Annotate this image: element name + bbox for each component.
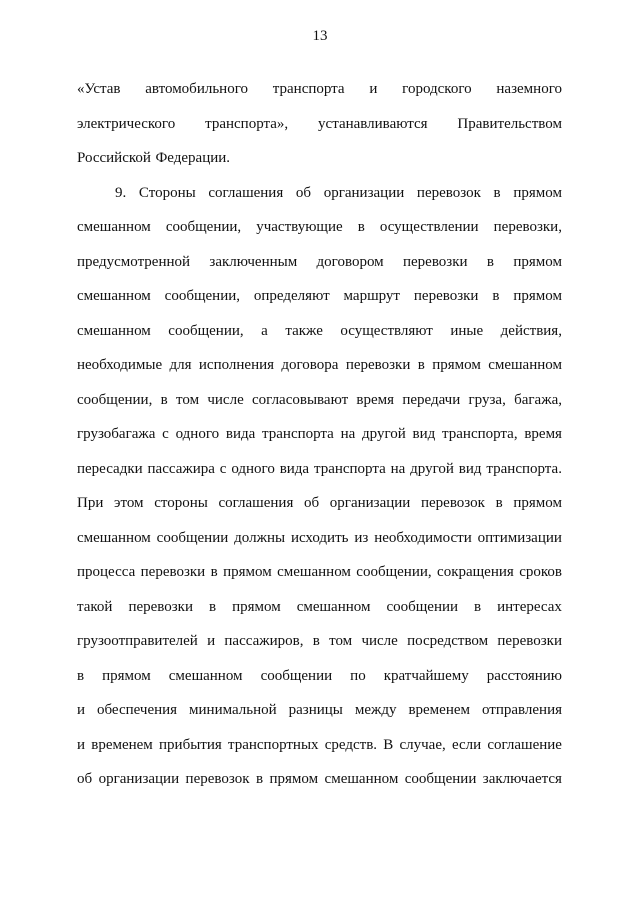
text-line — [77, 493, 562, 528]
word: сообщении, — [356, 564, 432, 580]
text-line — [77, 528, 562, 563]
word: соглашения — [218, 495, 294, 511]
word: числе — [361, 633, 398, 649]
word: том — [176, 391, 200, 408]
word: Российской — [77, 150, 151, 166]
word: смешанном — [77, 529, 151, 546]
word: смешанном — [77, 288, 151, 304]
word: пересадки — [77, 460, 143, 477]
word: вид — [458, 460, 482, 477]
word: перевозки — [128, 598, 194, 615]
page-number: 13 — [312, 28, 328, 44]
word: Федерации. — [155, 150, 231, 166]
word: в — [255, 771, 264, 787]
word: перевозки — [497, 633, 562, 649]
word: должны — [234, 529, 286, 546]
word: в — [312, 633, 320, 649]
word: прямом — [102, 667, 151, 684]
word: перевозки — [402, 253, 468, 270]
text-line — [77, 114, 562, 149]
word: соглашения — [208, 184, 284, 201]
word: процесса — [77, 564, 136, 580]
word: в — [209, 598, 217, 615]
word: осуществлении — [379, 219, 479, 235]
text-line — [77, 355, 562, 390]
word: и — [77, 736, 86, 753]
word: определяют — [253, 288, 330, 304]
word: прямом — [513, 495, 562, 511]
word: смешанном — [77, 219, 151, 235]
word: в — [160, 391, 168, 408]
word: смешанном — [168, 667, 243, 684]
word: в — [492, 288, 500, 304]
word: том — [329, 633, 353, 649]
word: сообщении, — [77, 391, 153, 408]
word: обеспечения — [96, 702, 178, 718]
word: посредством — [407, 633, 489, 649]
word: смешанном — [324, 771, 399, 787]
word: интересах — [497, 598, 562, 615]
word: Правительством — [457, 115, 562, 132]
word: такой — [77, 598, 113, 615]
word: оптимизации — [477, 529, 562, 546]
word: транспортных — [227, 736, 319, 753]
word: перевозок — [185, 771, 250, 787]
word: устанавливаются — [318, 115, 428, 132]
word: а — [261, 322, 268, 339]
word: случае, — [399, 736, 446, 753]
text-line — [77, 321, 562, 356]
word: договора — [281, 357, 339, 373]
word: и — [369, 81, 378, 97]
word: одного — [231, 460, 275, 477]
word: вида — [225, 426, 256, 442]
word: груза, — [468, 391, 506, 408]
word: сообщении — [386, 598, 459, 615]
word: средств. — [324, 736, 378, 753]
word: перевозок — [416, 184, 481, 201]
word: При — [77, 495, 104, 511]
word: транспорта», — [205, 115, 289, 132]
word: прямом — [513, 288, 562, 304]
word: об — [295, 184, 312, 201]
word: в — [493, 184, 501, 201]
text-line — [77, 424, 562, 459]
word: в — [474, 598, 482, 615]
word: смешанном — [488, 357, 562, 373]
word: действия, — [500, 322, 562, 339]
word: сокращения — [437, 564, 514, 580]
text-line — [77, 390, 562, 425]
word: в — [210, 564, 218, 580]
word: перевозки — [345, 357, 411, 373]
word: вида — [279, 460, 310, 477]
word: прямом — [513, 253, 562, 270]
text-line — [77, 562, 562, 597]
word: другой — [410, 460, 454, 477]
word: временем — [91, 736, 153, 753]
text-line — [77, 217, 562, 252]
word: смешанном — [296, 598, 371, 615]
word: передачи — [402, 391, 461, 408]
word: в — [417, 357, 425, 373]
word: вид — [412, 426, 436, 442]
text-line — [77, 666, 562, 701]
word: сообщении — [260, 667, 333, 684]
word: перевозки, — [493, 219, 562, 235]
word: с — [162, 426, 169, 442]
word: на — [340, 426, 356, 442]
text-line — [77, 148, 562, 183]
word: исполнения — [198, 357, 275, 373]
word: заключенным — [209, 253, 298, 270]
word: в — [495, 495, 503, 511]
word: иные — [450, 322, 484, 339]
word: организации — [98, 771, 180, 787]
word: транспорта. — [486, 460, 562, 477]
word: транспорта, — [442, 426, 518, 442]
word: организации — [329, 495, 411, 511]
word: для — [169, 357, 192, 373]
word: из — [354, 529, 369, 546]
word: смешанном — [277, 564, 351, 580]
word: в — [357, 219, 365, 235]
word: участвующие — [256, 219, 343, 235]
word: грузобагажа — [77, 426, 156, 442]
word: числе — [207, 391, 244, 408]
word: предусмотренной — [77, 253, 191, 270]
word: Стороны — [138, 184, 196, 201]
word: сообщении — [404, 771, 477, 787]
word: время — [524, 426, 562, 442]
word: и — [77, 702, 86, 718]
word: с — [219, 460, 227, 477]
word: разницы — [288, 702, 343, 718]
word: сроков — [519, 564, 562, 580]
word: между — [354, 702, 397, 718]
word: транспорта — [272, 81, 345, 97]
text-line — [77, 735, 562, 770]
word: организации — [323, 184, 405, 201]
word: перевозки — [413, 288, 479, 304]
word: отправления — [481, 702, 562, 718]
word: грузоотправителей — [77, 633, 198, 649]
word: прямом — [269, 771, 319, 787]
word: городского — [402, 81, 472, 97]
word: сообщении, — [164, 288, 241, 304]
word: прибытия — [159, 736, 222, 753]
word: время — [356, 391, 395, 408]
word: об — [304, 495, 320, 511]
word: в — [77, 667, 85, 684]
text-line — [77, 597, 562, 632]
word: и — [207, 633, 216, 649]
text-line — [77, 183, 562, 218]
text-line — [77, 286, 562, 321]
word: автомобильного — [145, 81, 248, 97]
word: транспорта — [313, 460, 386, 477]
word: прямом — [432, 357, 481, 373]
word: пассажиров, — [224, 633, 304, 649]
word: кратчайшему — [383, 667, 469, 684]
word: смешанном — [77, 322, 151, 339]
text-line — [77, 631, 562, 666]
word: транспорта — [262, 426, 334, 442]
word: этом — [114, 495, 144, 511]
word: «Устав — [77, 81, 121, 97]
word: заключается — [482, 771, 562, 787]
word: необходимости — [374, 529, 472, 546]
word: пассажира — [147, 460, 215, 477]
word: соглашение — [487, 736, 562, 753]
word: необходимые — [77, 357, 163, 373]
text-line — [77, 459, 562, 494]
word: другой — [362, 426, 406, 442]
text-line — [77, 769, 562, 804]
word: прямом — [513, 184, 562, 201]
word: перевозки — [140, 564, 206, 580]
word: сообщении — [156, 529, 229, 546]
word: электрического — [77, 115, 176, 132]
text-line — [77, 700, 562, 735]
word: об — [77, 771, 93, 787]
word: 9. — [115, 184, 127, 201]
word: сообщении, — [165, 219, 242, 235]
word: одного — [175, 426, 220, 442]
word: расстоянию — [486, 667, 562, 684]
word: багажа, — [514, 391, 562, 408]
word: прямом — [232, 598, 281, 615]
word: согласовывают — [252, 391, 349, 408]
word: маршрут — [343, 288, 400, 304]
word: исходить — [290, 529, 349, 546]
text-line — [77, 252, 562, 287]
word: также — [285, 322, 323, 339]
word: временем — [408, 702, 471, 718]
word: стороны — [154, 495, 208, 511]
word: прямом — [223, 564, 272, 580]
word: В — [383, 736, 394, 753]
word: наземного — [496, 81, 562, 97]
word: перевозок — [420, 495, 485, 511]
word: осуществляют — [340, 322, 433, 339]
word: договором — [316, 253, 384, 270]
word: если — [451, 736, 482, 753]
body-text — [77, 79, 562, 804]
word: по — [350, 667, 366, 684]
word: на — [390, 460, 406, 477]
text-line — [77, 79, 562, 114]
word: минимальной — [189, 702, 277, 718]
word: сообщении, — [168, 322, 244, 339]
word: в — [486, 253, 494, 270]
